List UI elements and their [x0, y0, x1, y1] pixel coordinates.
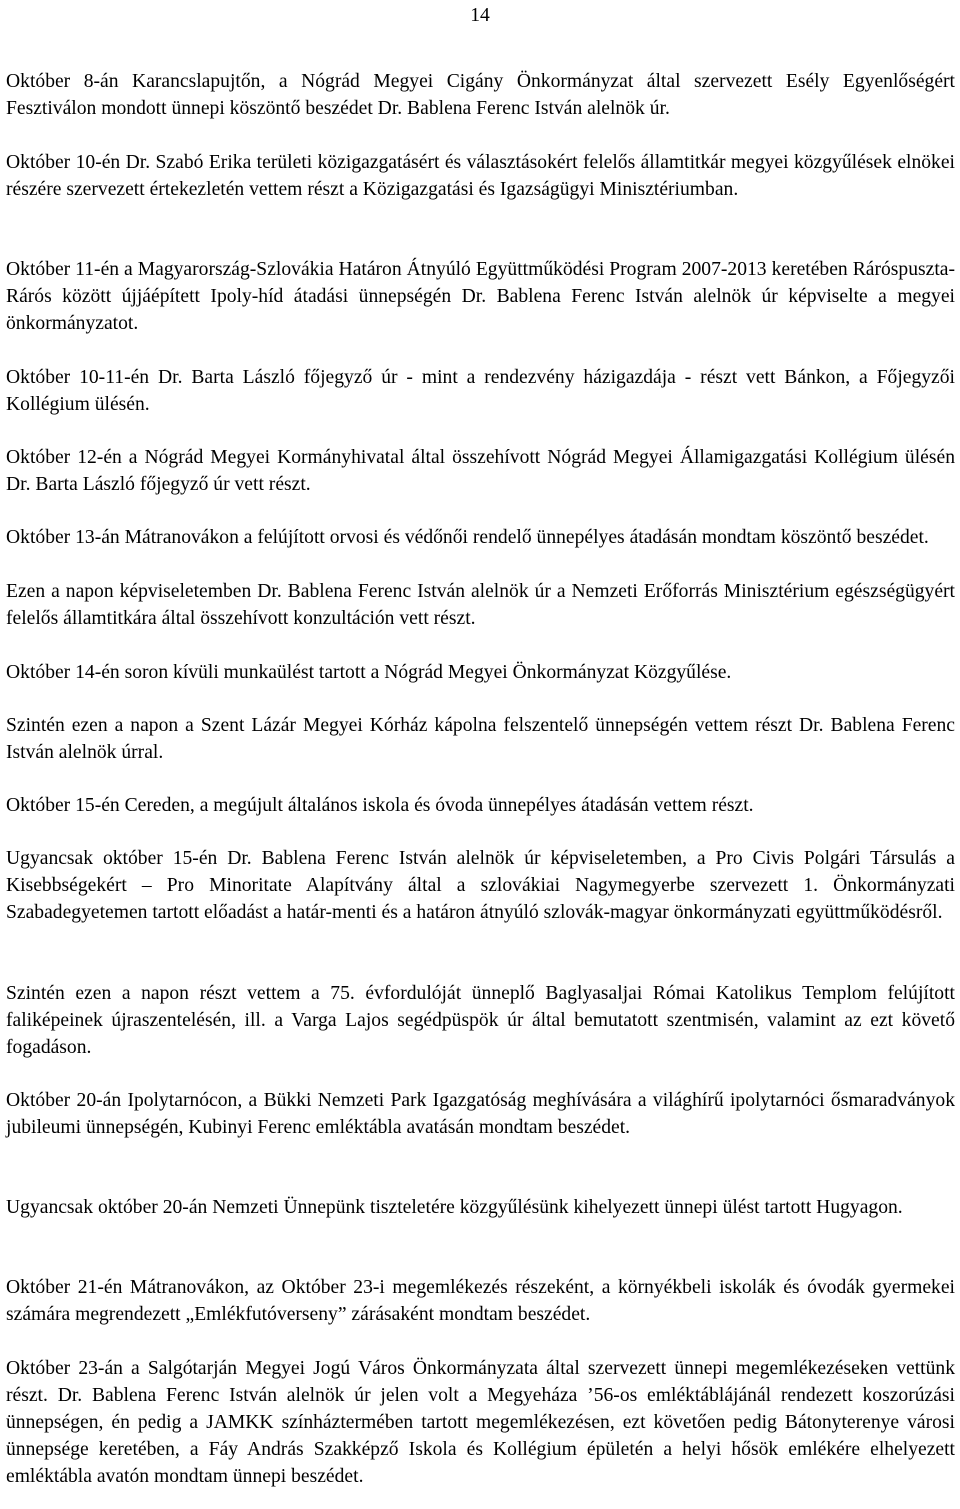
paragraph-oct-12: Október 12-én a Nógrád Megyei Kormányhivatal által összehívott Nógrád Megyei Államigazgatási Kollégium ülésén Dr. Barta László főjegyző úr vett részt.: [6, 447, 955, 495]
paragraph-oct-15-church: Szintén ezen a napon részt vettem a 75. évfordulóját ünneplő Baglyasaljai Római Katolikus Templom felújított faliképeinek újraszentelésén, ill. a Varga Lajos segédpüspök úr által bemutatott szentmisén, valamint az ezt követő fogadáson.: [6, 983, 955, 1058]
paragraph-oct-23: Október 23-án a Salgótarján Megyei Jogú Város Önkormányzata által szervezett ünnepi megemlékezéseken vettünk részt. Dr. Bablena Ferenc István alelnök úr jelen volt a Megyeháza ’56-os emléktáblájánál rendezett koszorúzási ünnepségen, én pedig a JAMKK színháztermében tartott megemlékezésen, ezt követően pedig Bátonyterenye városi ünnepsége keretében, a Fáy András Szakképző Iskola és Kollégium épületén a helyi hősök emlékére elhelyezett emléktábla avatón mondtam ünnepi beszédet.: [6, 1358, 955, 1487]
paragraph-oct-13: Október 13-án Mátranovákon a felújított orvosi és védőnői rendelő ünnepélyes átadásán mondtam köszöntő beszédet.: [6, 527, 929, 548]
paragraph-oct-20-assembly: Ugyancsak október 20-án Nemzeti Ünnepünk tiszteletére közgyűlésünk kihelyezett ünnepi ülést tartott Hugyagon.: [6, 1197, 903, 1218]
paragraph-oct-14-hospital: Szintén ezen a napon a Szent Lázár Megyei Kórház kápolna felszentelő ünnepségén vettem részt Dr. Bablena Ferenc István alelnök úrral.: [6, 715, 955, 763]
paragraph-oct-15: Október 15-én Cereden, a megújult általános iskola és óvoda ünnepélyes átadásán vettem részt.: [6, 795, 754, 816]
paragraph-oct-10: Október 10-én Dr. Szabó Erika területi közigazgatásért és választásokért felelős államtitkár megyei közgyűlések elnökei részére szervezett értekezletén vettem részt a Közigazgatási és Igazságügyi Minisztériumban.: [6, 152, 955, 200]
paragraph-oct-14: Október 14-én soron kívüli munkaülést tartott a Nógrád Megyei Önkormányzat Közgyűlése.: [6, 662, 732, 683]
paragraph-oct-21: Október 21-én Mátranovákon, az Október 23-i megemlékezés részeként, a környékbeli iskolák és óvodák gyermekei számára megrendezett „Emlékfutóverseny” zárásaként mondtam beszédet.: [6, 1277, 955, 1325]
page-number: 14: [470, 5, 490, 26]
paragraph-oct-20: Október 20-án Ipolytarnócon, a Bükki Nemzeti Park Igazgatóság meghívására a világhírű ipolytarnóci ősmaradványok jubileumi ünnepségén, Kubinyi Ferenc emléktábla avatásán mondtam beszédet.: [6, 1090, 955, 1138]
paragraph-oct-10-11: Október 10-11-én Dr. Barta László főjegyző úr - mint a rendezvény házigazdája - részt vett Bánkon, a Főjegyzői Kollégium ülésén.: [6, 367, 955, 415]
paragraph-oct-8: Október 8-án Karancslapujtőn, a Nógrád Megyei Cigány Önkormányzat által szervezett Esély Egyenlőségért Fesztiválon mondott ünnepi köszöntő beszédet Dr. Bablena Ferenc István alelnök úr.: [6, 71, 955, 119]
paragraph-oct-15-university: Ugyancsak október 15-én Dr. Bablena Ferenc István alelnök úr képviseletemben, a Pro Civis Polgári Társulás a Kisebbségekért – Pro Minoritate Alapítvány által a szlovákiai Nagymegyerbe szervezett 1. Önkormányzati Szabadegyetemen tartott előadást a határ-menti és a határon átnyúló szlovák-magyar önkormányzati együttműködésről.: [6, 848, 955, 923]
paragraph-oct-13-representation: Ezen a napon képviseletemben Dr. Bablena Ferenc István alelnök úr a Nemzeti Erőforrás Minisztérium egészségügyért felelős államtitkára által összehívott konzultáción vett részt.: [6, 581, 955, 629]
paragraph-oct-11: Október 11-én a Magyarország-Szlovákia Határon Átnyúló Együttműködési Program 2007-2013 keretében Ráróspuszta-Rárós között újjáépített Ipoly-híd átadási ünnepségén Dr. Bablena Ferenc István alelnök úr képviselte a megyei önkormányzatot.: [6, 259, 955, 334]
